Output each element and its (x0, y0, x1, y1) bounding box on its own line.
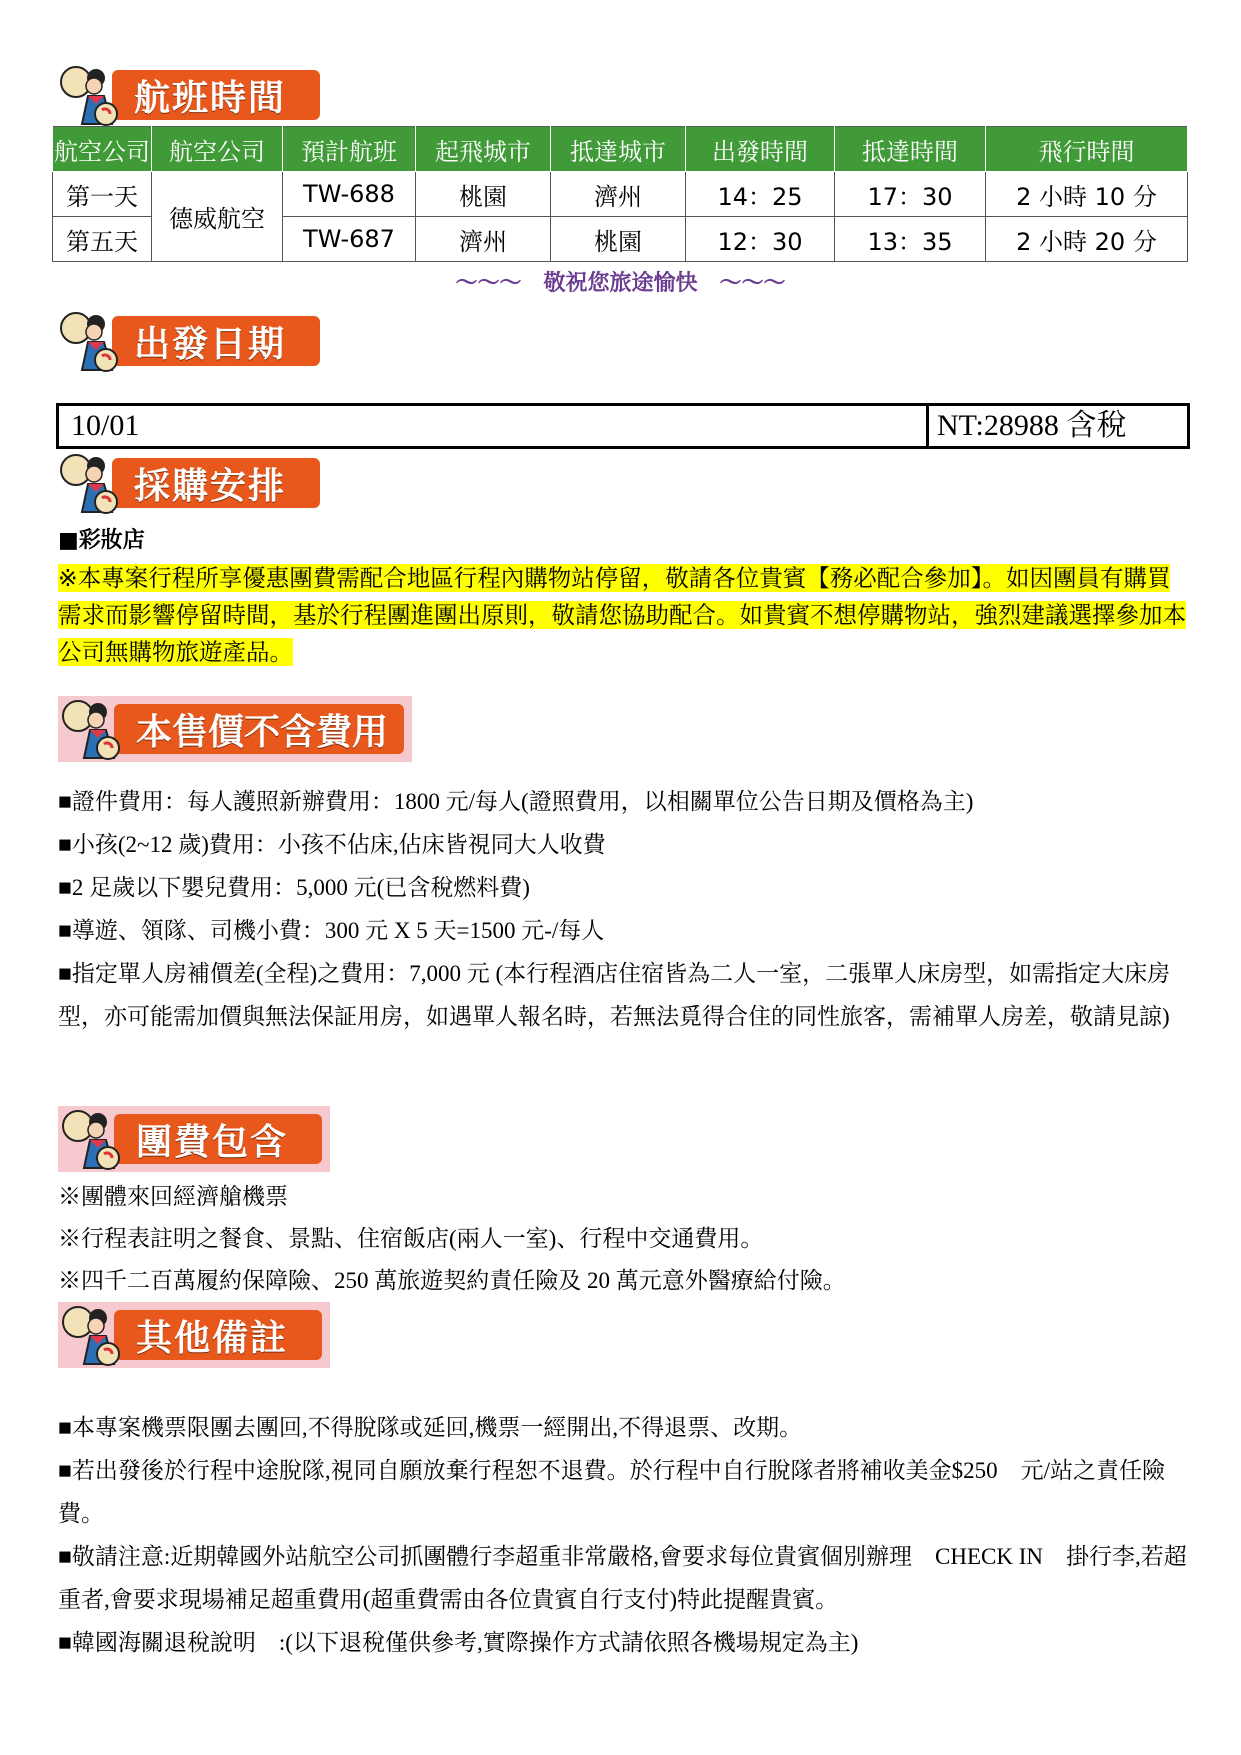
table-row (53, 172, 1188, 217)
hanbok-lady-icon (58, 310, 120, 372)
exclusions-list (58, 780, 1188, 1038)
section-title: 團費包含 (114, 1114, 322, 1164)
flight-cell: TW-688 (283, 172, 416, 217)
from-cell: 濟州 (416, 217, 551, 262)
notes-list (58, 1406, 1188, 1664)
list-item: ■小孩(2~12 歲)費用：小孩不佔床,佔床皆視同大人收費 (58, 832, 606, 857)
table-header-row (53, 127, 1188, 172)
section-header-flight (58, 64, 320, 126)
hanbok-lady-icon (60, 1304, 122, 1366)
col-header: 航空公司 (152, 127, 283, 172)
list-item: ■本專案機票限團去團回,不得脫隊或延回,機票一經開出,不得退票、改期。 (58, 1415, 803, 1440)
list-item: ※行程表註明之餐食、景點、住宿飯店(兩人一室)、行程中交通費用。 (58, 1226, 764, 1251)
col-header: 起飛城市 (416, 127, 551, 172)
col-header: 航空公司 (53, 127, 152, 172)
section-title: 航班時間 (112, 70, 320, 120)
to-cell: 桃園 (551, 217, 686, 262)
duration-cell: 2 小時 20 分 (986, 217, 1188, 262)
shopping-note: ※本專案行程所享優惠團費需配合地區行程內購物站停留，敬請各位貴賓【務必配合參加】。如因團員有購買需求而影響停留時間，基於行程團進團出原則，敬請您協助配合。如貴賓不想停購物站，強烈建議選擇參加本公司無購物旅遊產品。 (58, 564, 1186, 666)
dep-cell: 14：25 (686, 172, 835, 217)
airline-cell: 德威航空 (152, 172, 283, 262)
list-item: ※四千二百萬履約保障險、250 萬旅遊契約責任險及 20 萬元意外醫療給付險。 (58, 1268, 846, 1293)
to-cell: 濟州 (551, 172, 686, 217)
day-cell: 第五天 (53, 217, 152, 262)
section-header-notes (58, 1302, 330, 1368)
hanbok-lady-icon (60, 1108, 122, 1170)
shopping-store: ■彩妝店 (58, 528, 145, 553)
section-header-shopping (58, 452, 320, 514)
arr-cell: 13：35 (835, 217, 986, 262)
list-item: ■指定單人房補價差(全程)之費用：7,000 元 (本行程酒店住宿皆為二人一室，二張單人床房型，如需指定大床房型，亦可能需加價與無法保証用房，如遇單人報名時，若無法覓得合住的同性旅客，需補單人房差，敬請見諒) (58, 961, 1171, 1029)
list-item: ※團體來回經濟艙機票 (58, 1184, 288, 1209)
shopping-note-wrap (58, 560, 1188, 671)
departure-date: 10/01 (71, 409, 140, 442)
section-title: 其他備註 (114, 1310, 322, 1360)
col-header: 預計航班 (283, 127, 416, 172)
list-item: ■敬請注意:近期韓國外站航空公司抓團體行李超重非常嚴格,會要求每位貴賓個別辦理 CHECK IN 掛行李,若超重者,會要求現場補足超重費用(超重費需由各位貴賓自行支付)特此提醒貴賓。 (58, 1544, 1187, 1612)
col-header: 出發時間 (686, 127, 835, 172)
section-header-exclusions (58, 696, 412, 762)
list-item: ■2 足歲以下嬰兒費用：5,000 元(已含稅燃料費) (58, 875, 530, 900)
from-cell: 桃園 (416, 172, 551, 217)
flight-table (52, 126, 1188, 262)
wish-text: ～～～ 敬祝您旅途愉快 ～～～ (455, 271, 786, 296)
col-header: 飛行時間 (986, 127, 1188, 172)
list-item: ■若出發後於行程中途脫隊,視同自願放棄行程恕不退費。於行程中自行脫隊者將補收美金$250 元/站之責任險費。 (58, 1458, 1166, 1526)
section-header-inclusions (58, 1106, 330, 1172)
departure-date-box (56, 403, 1190, 449)
duration-cell: 2 小時 10 分 (986, 172, 1188, 217)
day-cell: 第一天 (53, 172, 152, 217)
flight-cell: TW-687 (283, 217, 416, 262)
col-header: 抵達時間 (835, 127, 986, 172)
list-item: ■韓國海關退稅說明 :(以下退稅僅供參考,實際操作方式請依照各機場規定為主) (58, 1630, 859, 1655)
list-item: ■證件費用：每人護照新辦費用：1800 元/每人(證照費用，以相關單位公告日期及價格為主) (58, 789, 974, 814)
section-title: 採購安排 (112, 458, 320, 508)
inclusions-list (58, 1176, 1188, 1302)
dep-cell: 12：30 (686, 217, 835, 262)
hanbok-lady-icon (58, 64, 120, 126)
section-title: 本售價不含費用 (114, 704, 404, 754)
section-header-departure (58, 310, 320, 372)
list-item: ■導遊、領隊、司機小費：300 元 X 5 天=1500 元-/每人 (58, 918, 605, 943)
arr-cell: 17：30 (835, 172, 986, 217)
departure-price: NT:28988 含稅 (926, 406, 1187, 446)
hanbok-lady-icon (60, 698, 122, 760)
hanbok-lady-icon (58, 452, 120, 514)
section-title: 出發日期 (112, 316, 320, 366)
col-header: 抵達城市 (551, 127, 686, 172)
